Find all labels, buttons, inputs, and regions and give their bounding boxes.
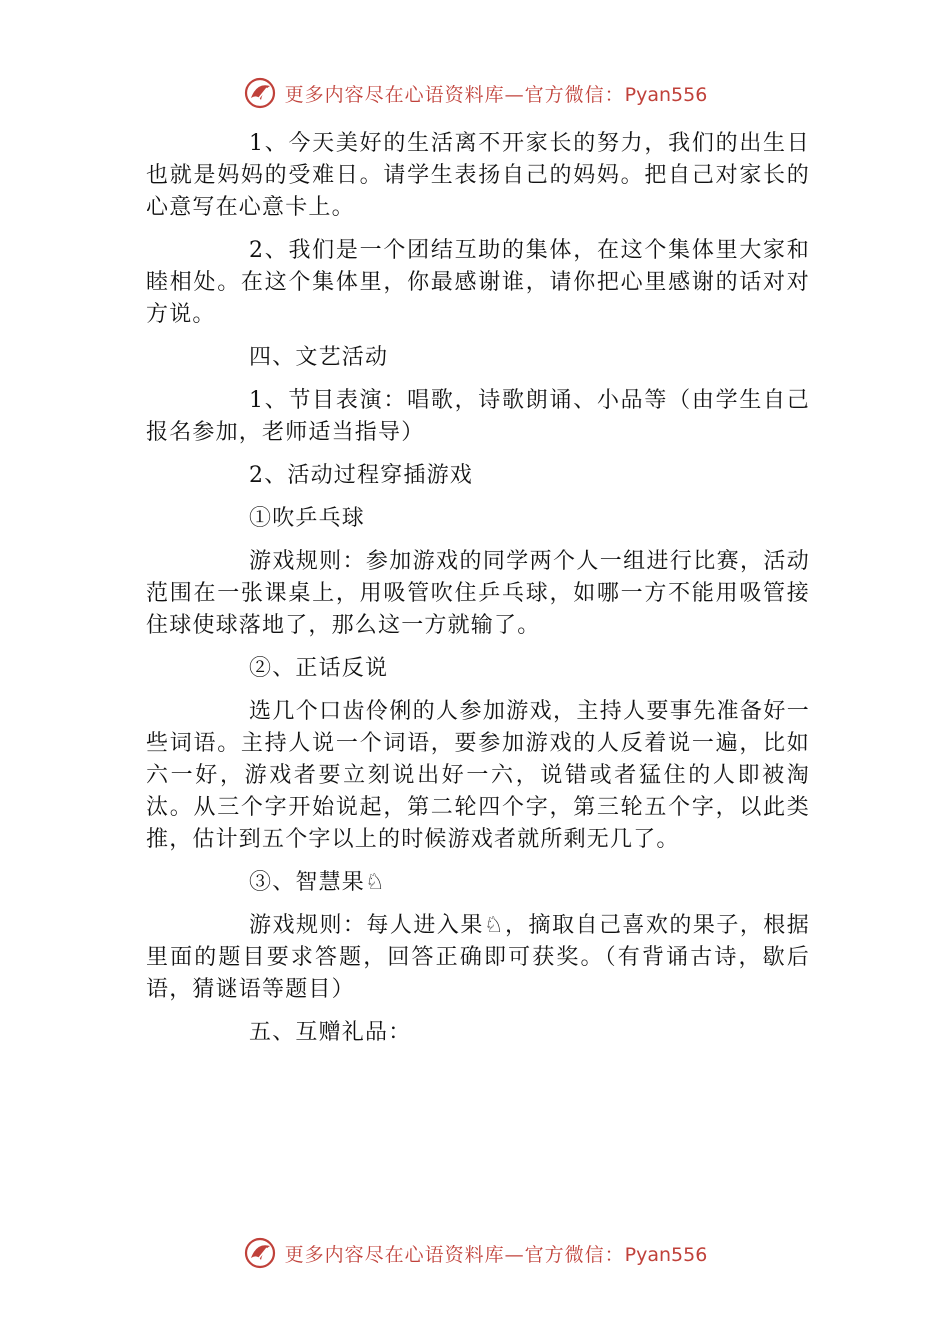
logo-icon xyxy=(243,1236,277,1270)
page-footer-banner xyxy=(0,1233,950,1273)
paragraph: 游戏规则：参加游戏的同学两个人一组进行比赛，活动范围在一张课桌上，用吸管吹住乒乓球，如哪一方不能用吸管接住球使球落地了，那么这一方就输了。 xyxy=(146,549,810,638)
header-banner-text: 更多内容尽在心语资料库—官方微信：Pyan556 xyxy=(284,83,708,106)
section-heading: 四、文艺活动 xyxy=(249,345,389,370)
paragraph: 1、节目表演：唱歌，诗歌朗诵、小品等（由学生自己报名参加，老师适当指导） xyxy=(146,388,810,445)
subheading: ①吹乒乓球 xyxy=(249,506,366,531)
document-body xyxy=(146,128,810,1060)
paragraph: 1、今天美好的生活离不开家长的努力，我们的出生日也就是妈妈的受难日。请学生表扬自己的妈妈。把自己对家长的心意写在心意卡上。 xyxy=(146,131,810,220)
paragraph: 选几个口齿伶俐的人参加游戏，主持人要事先准备好一些词语。主持人说一个词语，要参加游戏的人反着说一遍，比如六一好，游戏者要立刻说出好一六，说错或者猛住的人即被淘汰。从三个字开始说起，第二轮四个字，第三轮五个字，以此类推，估计到五个字以上的时候游戏者就所剩无几了。 xyxy=(146,699,810,852)
section-heading: 五、互赠礼品： xyxy=(249,1020,412,1045)
paragraph: 2、我们是一个团结互助的集体，在这个集体里大家和睦相处。在这个集体里，你最感谢谁，请你把心里感谢的话对对方说。 xyxy=(146,238,810,327)
paragraph: 2、活动过程穿插游戏 xyxy=(249,463,473,488)
logo-icon xyxy=(243,76,277,110)
subheading: ②、正话反说 xyxy=(249,656,389,681)
page-header-banner xyxy=(0,73,950,113)
footer-banner-text: 更多内容尽在心语资料库—官方微信：Pyan556 xyxy=(284,1243,708,1266)
paragraph: 游戏规则：每人进入果♘，摘取自己喜欢的果子，根据里面的题目要求答题，回答正确即可获奖。（有背诵古诗，歇后语，猜谜语等题目） xyxy=(146,913,810,1002)
subheading: ③、智慧果♘ xyxy=(249,870,386,895)
